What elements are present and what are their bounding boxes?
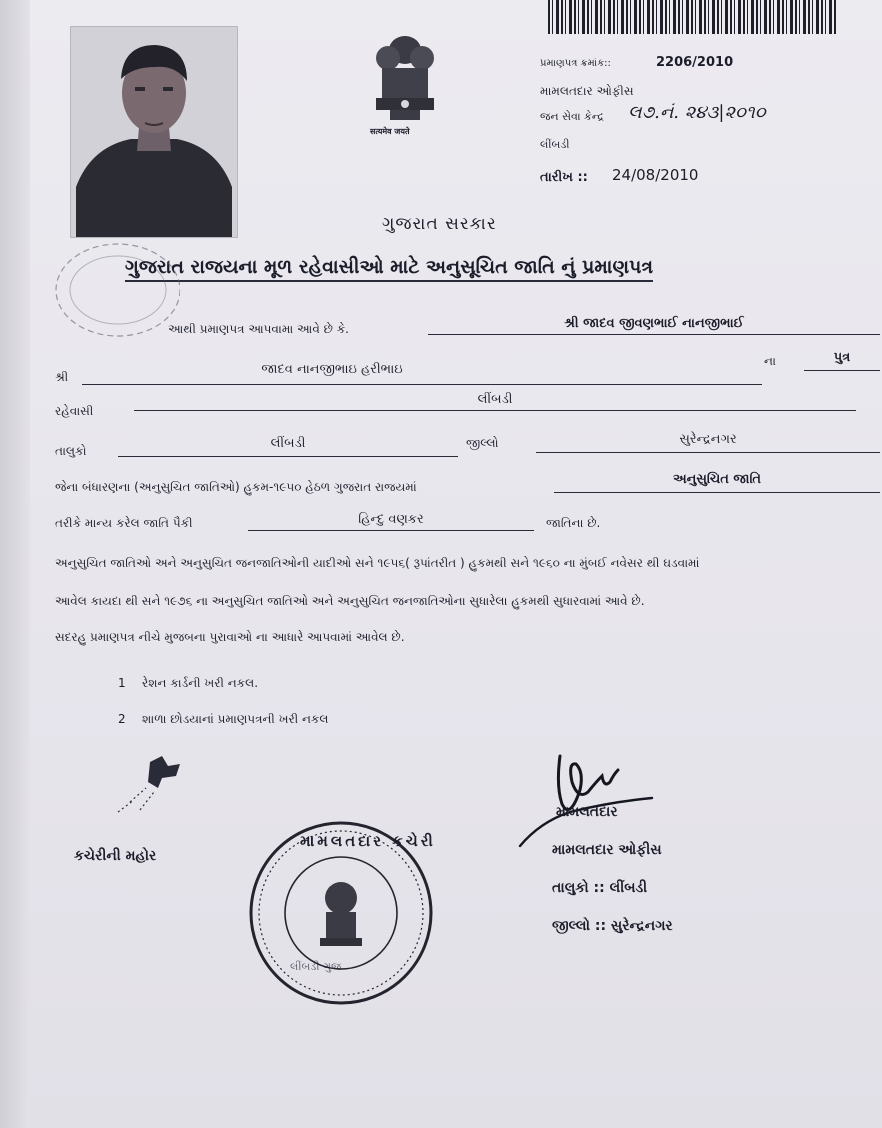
resident-underline: [134, 410, 856, 411]
relation-underline: [804, 370, 880, 371]
applicant-photo: [70, 26, 238, 238]
na-label: ના: [764, 354, 776, 368]
seal-text-top: મામલતદાર કચેરી: [300, 832, 436, 850]
constitution-value: અનુસુચિત જાતિ: [672, 472, 762, 487]
resident-value: લીંબડી: [477, 392, 513, 407]
father-underline: [82, 384, 762, 385]
issue-date: 24/08/2010: [612, 166, 699, 184]
paper-edge: [0, 0, 30, 1128]
father-name: જાદવ નાનજીભાઇ હરીભાઇ: [261, 362, 403, 377]
body-paragraph-2: આવેલ કાયદા થી સને ૧૯૭૬ ના અનુસુચિત જાતિઓ અને અનુસુચિત જનજાતિઓના સુધારેલા હુકમથી સુધારવામાં આવે છે.: [55, 594, 645, 608]
handwritten-register-no: લ૭.નં. ૨૪૩|૨૦૧૦: [628, 102, 766, 123]
relation: પુત્ર: [833, 350, 851, 365]
district-label: જીલ્લો: [466, 436, 499, 450]
intro-label: આથી પ્રમાણપત્ર આપવામા આવે છે કે.: [168, 322, 349, 336]
jan-seva-kendra: જન સેવા કેન્દ્ર: [540, 110, 604, 123]
intro-underline: [428, 334, 880, 335]
office-mark: [110, 752, 200, 822]
shri-label: શ્રી: [55, 370, 69, 384]
date-label: તારીખ ::: [540, 170, 588, 185]
taluka-underline: [118, 456, 458, 457]
seal-text-bottom: લીંબડી ગુજ: [290, 960, 342, 973]
body-paragraph-1: અનુસુચિત જાતિઓ અને અનુસુચિત જનજાતિઓની યાદીઓ સને ૧૯૫૬( રૂપાંતરીત ) હુકમથી સને ૧૯૬૦ ના મુંબઈ નવેસર થી ઘડવામાં: [55, 556, 700, 570]
proof-number: 1: [118, 676, 126, 690]
caste-suffix: જાતિના છે.: [546, 516, 601, 530]
caste-underline: [248, 530, 534, 531]
body-paragraph-3: સદરહુ પ્રમાણપત્ર નીચે મુજબના પુરાવાઓ ના આધારે આપવામાં આવેલ છે.: [55, 630, 405, 644]
district-underline: [536, 452, 880, 453]
proof-number: 2: [118, 712, 126, 726]
certificate-number-label: પ્રમાણપત્ર ક્રમાંક::: [540, 58, 611, 69]
taluka-label: તાલુકો: [55, 444, 87, 458]
certificate-title: ગુજરાત રાજયના મૂળ રહેવાસીઓ માટે અનુસૂચિત જાતિ નું પ્રમાણપત્ર: [125, 256, 653, 282]
signatory-office: મામલતદાર ઓફીસ: [552, 842, 662, 858]
office-city: લીંબડી: [540, 138, 570, 151]
signature-image: [510, 742, 670, 852]
signatory-taluka: તાલુકો :: લીંબડી: [552, 880, 648, 896]
signatory-district: જીલ્લો :: સુરેન્દ્રનગર: [552, 918, 673, 934]
caste-label: તરીકે માન્ય કરેલ જાતિ પૈકી: [55, 516, 193, 530]
office-name: મામલતદાર ઓફીસ: [540, 84, 634, 98]
government-title: ગુજરાત સરકાર: [382, 214, 497, 234]
certificate-number: 2206/2010: [656, 55, 734, 70]
district-value: સુરેન્દ્રનગર: [679, 432, 737, 447]
signatory-title: મામલતદાર: [556, 804, 618, 820]
proof-item: શાળા છોડયાનાં પ્રમાણપત્રની ખરી નકલ: [142, 712, 329, 726]
faint-left-stamp: [40, 240, 180, 350]
taluka-value: લીંબડી: [270, 436, 306, 451]
resident-label: રહેવાસી: [55, 404, 94, 418]
proof-item: રેશન કાર્ડની ખરી નકલ.: [142, 676, 259, 690]
office-seal-label: કચેરીની મહોર: [74, 848, 157, 864]
constitution-label: જેના બંધારણના (અનુસુચિત જાતિઓ) હુકમ-૧૯૫૦ હેઠળ ગુજરાત રાજયમાં: [55, 480, 417, 494]
barcode: [548, 0, 838, 34]
constitution-underline: [554, 492, 880, 493]
ashoka-emblem: [360, 28, 450, 138]
caste-value: હિન્દુ વણકર: [358, 512, 424, 527]
emblem-caption: सत्यमेव जयते: [370, 127, 410, 136]
holder-name: શ્રી જાદવ જીવણભાઈ નાનજીભાઈ: [564, 316, 744, 331]
